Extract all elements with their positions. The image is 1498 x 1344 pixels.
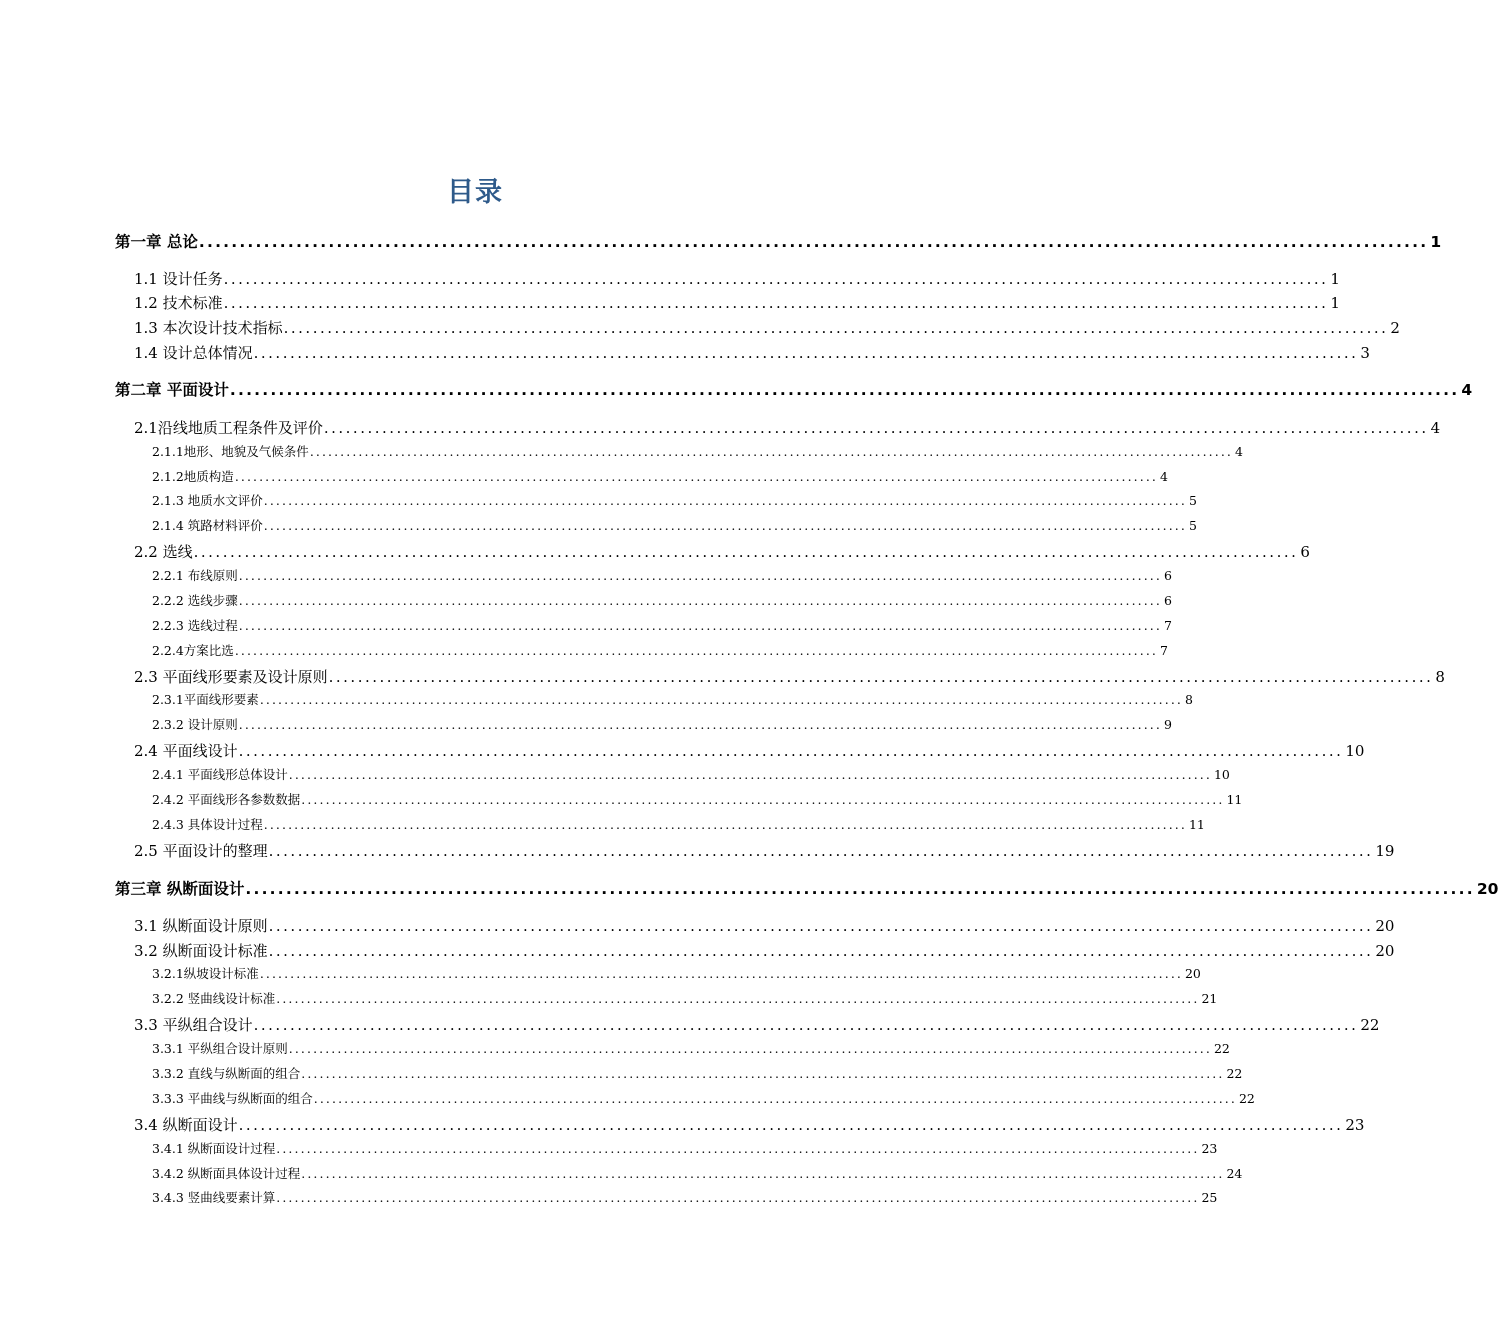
toc-entry-label: 2.3.1平面线形要素 [152,692,259,707]
toc-entry[interactable] [115,378,1473,400]
toc-entry-label: 2.2.4方案比选 [152,643,234,658]
toc-entry-page: 1 [1330,270,1340,288]
toc-dot-leader: ........................................................................................................................................................ [263,493,1187,508]
toc-entry[interactable] [152,765,1230,783]
toc-title: 目录 [447,177,503,208]
toc-entry[interactable] [152,442,1243,460]
toc-entry-label: 3.3.2 直线与纵断面的组合 [152,1066,301,1081]
toc-entry-page: 23 [1201,1141,1218,1156]
toc-entry-label: 3.4.2 纵断面具体设计过程 [152,1166,301,1181]
toc-entry-page: 4 [1461,381,1473,399]
toc-entry[interactable] [134,541,1310,562]
toc-dot-leader: ........................................................................................................................................................ [276,1141,1200,1156]
toc-entry-page: 10 [1213,767,1230,782]
toc-entry[interactable] [152,1039,1230,1057]
toc-dot-leader: ........................................................................................................................................................ [193,543,1299,561]
toc-dot-leader: ........................................................................................................................................................ [313,1091,1237,1106]
toc-dot-leader: ........................................................................................................................................................ [268,942,1374,960]
toc-dot-leader: ........................................................................................................................................................ [238,742,1344,760]
toc-entry-page: 9 [1163,717,1172,732]
toc-entry-page: 21 [1201,991,1218,1006]
toc-entry-label: 第三章 纵断面设计 [115,880,245,898]
toc-entry[interactable] [152,591,1172,609]
toc-entry-label: 3.3.1 平纵组合设计原则 [152,1041,288,1056]
toc-entry-label: 第二章 平面设计 [115,381,229,399]
toc-entry-label: 2.2.1 布线原则 [152,568,238,583]
toc-entry-label: 1.3 本次设计技术指标 [134,319,283,337]
toc-dot-leader: ........................................................................................................................................................ [253,1016,1359,1034]
toc-entry-page: 22 [1238,1091,1255,1106]
toc-entry-label: 1.1 设计任务 [134,270,223,288]
toc-dot-leader: ........................................................................................................................................................ [238,618,1162,633]
toc-dot-leader: ........................................................................................................................................................ [301,1166,1225,1181]
toc-entry-page: 6 [1163,593,1172,608]
toc-entry-label: 3.2.1纵坡设计标准 [152,966,259,981]
toc-entry-page: 20 [1375,917,1395,935]
toc-entry-page: 22 [1360,1016,1380,1034]
toc-entry-label: 2.1.3 地质水文评价 [152,493,263,508]
toc-entry-page: 22 [1213,1041,1230,1056]
toc-entry[interactable] [152,715,1172,733]
toc-entry-page: 6 [1300,543,1310,561]
toc-entry-page: 23 [1345,1116,1365,1134]
toc-entry[interactable] [134,740,1365,761]
toc-entry[interactable] [134,940,1395,961]
toc-entry-label: 2.1.1地形、地貌及气候条件 [152,444,309,459]
toc-entry[interactable] [152,566,1172,584]
toc-entry-label: 2.4.3 具体设计过程 [152,817,263,832]
toc-entry-page: 22 [1226,1066,1243,1081]
toc-entry-page: 10 [1345,742,1365,760]
toc-dot-leader: ........................................................................................................................................................ [276,991,1200,1006]
toc-dot-leader: ........................................................................................................................................................ [259,692,1183,707]
toc-dot-leader: ........................................................................................................................................................ [301,1066,1225,1081]
toc-entry[interactable] [152,790,1243,808]
toc-entry-label: 2.4 平面线设计 [134,742,238,760]
toc-entry[interactable] [152,467,1168,485]
toc-entry-page: 25 [1201,1190,1218,1205]
toc-entry-page: 5 [1188,493,1197,508]
toc-dot-leader: ........................................................................................................................................................ [238,593,1162,608]
toc-entry[interactable] [152,616,1172,634]
toc-entry[interactable] [134,1014,1380,1035]
toc-entry[interactable] [134,666,1445,687]
toc-entry-page: 20 [1375,942,1395,960]
toc-dot-leader: ........................................................................................................................................................ [234,643,1158,658]
toc-dot-leader: ........................................................................................................................................................ [323,419,1429,437]
toc-entry[interactable] [134,268,1340,289]
toc-entry-page: 4 [1234,444,1243,459]
toc-entry-page: 24 [1226,1166,1243,1181]
toc-dot-leader: ........................................................................................................................................................ [238,717,1162,732]
toc-entry-label: 3.4.1 纵断面设计过程 [152,1141,276,1156]
toc-entry[interactable] [152,964,1201,982]
toc-entry-label: 2.4.2 平面线形各参数数据 [152,792,301,807]
toc-entry[interactable] [152,516,1197,534]
toc-dot-leader: ........................................................................................................................................................ [238,1116,1344,1134]
toc-entry-label: 2.2.2 选线步骤 [152,593,238,608]
toc-dot-leader: ........................................................................................................................................................ [263,817,1187,832]
toc-entry[interactable] [152,491,1197,509]
toc-entry-label: 3.2 纵断面设计标准 [134,942,268,960]
toc-entry[interactable] [134,292,1340,313]
toc-dot-leader: ........................................................................................................................................................ [198,233,1429,251]
toc-entry-label: 2.1.4 筑路材料评价 [152,518,263,533]
toc-entry-label: 第一章 总论 [115,233,198,251]
toc-entry-label: 3.3 平纵组合设计 [134,1016,253,1034]
toc-entry-label: 2.5 平面设计的整理 [134,842,268,860]
toc-entry-page: 7 [1163,618,1172,633]
toc-entry[interactable] [152,989,1218,1007]
toc-entry[interactable] [134,1114,1365,1135]
toc-entry-page: 20 [1476,880,1498,898]
toc-entry[interactable] [152,690,1193,708]
toc-entry-page: 2 [1390,319,1400,337]
toc-dot-leader: ........................................................................................................................................................ [259,966,1183,981]
toc-entry[interactable] [134,915,1395,936]
toc-entry-page: 8 [1435,668,1445,686]
toc-entry[interactable] [152,1164,1243,1182]
toc-entry-label: 2.1.2地质构造 [152,469,234,484]
toc-entry-page: 3 [1360,344,1370,362]
toc-dot-leader: ........................................................................................................................................................ [301,792,1225,807]
toc-entry-label: 1.2 技术标准 [134,294,223,312]
toc-entry-page: 1 [1330,294,1340,312]
toc-entry-label: 1.4 设计总体情况 [134,344,253,362]
toc-dot-leader: ........................................................................................................................................................ [234,469,1158,484]
toc-entry[interactable] [152,1188,1218,1206]
toc-entry-page: 8 [1184,692,1193,707]
toc-entry-page: 5 [1188,518,1197,533]
toc-entry-label: 3.4.3 竖曲线要素计算 [152,1190,276,1205]
toc-entry-label: 2.3.2 设计原则 [152,717,238,732]
toc-entry[interactable] [152,1089,1255,1107]
toc-entry[interactable] [134,417,1441,438]
toc-dot-leader: ........................................................................................................................................................ [328,668,1434,686]
toc-dot-leader: ........................................................................................................................................................ [268,917,1374,935]
toc-entry-label: 3.1 纵断面设计原则 [134,917,268,935]
toc-entry[interactable] [115,877,1498,899]
toc-dot-leader: ........................................................................................................................................................ [309,444,1233,459]
toc-entry-label: 2.4.1 平面线形总体设计 [152,767,288,782]
toc-entry-page: 6 [1163,568,1172,583]
toc-dot-leader: ........................................................................................................................................................ [238,568,1162,583]
toc-entry-label: 3.4 纵断面设计 [134,1116,238,1134]
toc-dot-leader: ........................................................................................................................................................ [288,767,1212,782]
toc-entry-label: 3.2.2 竖曲线设计标准 [152,991,276,1006]
toc-entry-label: 2.2.3 选线过程 [152,618,238,633]
toc-entry-page: 7 [1159,643,1168,658]
toc-entry-page: 20 [1184,966,1201,981]
toc-entry-label: 2.2 选线 [134,543,193,561]
toc-dot-leader: ........................................................................................................................................................ [253,344,1359,362]
toc-dot-leader: ........................................................................................................................................................ [288,1041,1212,1056]
toc-entry-page: 11 [1188,817,1205,832]
toc-entry-page: 11 [1226,792,1243,807]
toc-entry-page: 1 [1430,233,1442,251]
toc-dot-leader: ........................................................................................................................................................ [283,319,1389,337]
toc-entry-page: 19 [1375,842,1395,860]
toc-dot-leader: ........................................................................................................................................................ [263,518,1187,533]
toc-entry[interactable] [134,342,1370,363]
toc-entry[interactable] [152,1064,1243,1082]
toc-dot-leader: ........................................................................................................................................................ [229,381,1460,399]
toc-entry-page: 4 [1430,419,1441,437]
toc-dot-leader: ........................................................................................................................................................ [245,880,1475,898]
toc-entry-label: 3.3.3 平曲线与纵断面的组合 [152,1091,313,1106]
toc-entry[interactable] [152,815,1205,833]
toc-entry[interactable] [134,840,1395,861]
toc-entry[interactable] [152,1139,1218,1157]
toc-dot-leader: ........................................................................................................................................................ [223,270,1329,288]
toc-entry-label: 2.3 平面线形要素及设计原则 [134,668,328,686]
toc-dot-leader: ........................................................................................................................................................ [276,1190,1200,1205]
toc-entry[interactable] [152,641,1168,659]
toc-entry-page: 4 [1159,469,1168,484]
toc-entry[interactable] [115,230,1442,252]
toc-dot-leader: ........................................................................................................................................................ [223,294,1329,312]
toc-entry[interactable] [134,317,1400,338]
toc-dot-leader: ........................................................................................................................................................ [268,842,1374,860]
toc-entry-label: 2.1沿线地质工程条件及评价 [134,419,323,437]
